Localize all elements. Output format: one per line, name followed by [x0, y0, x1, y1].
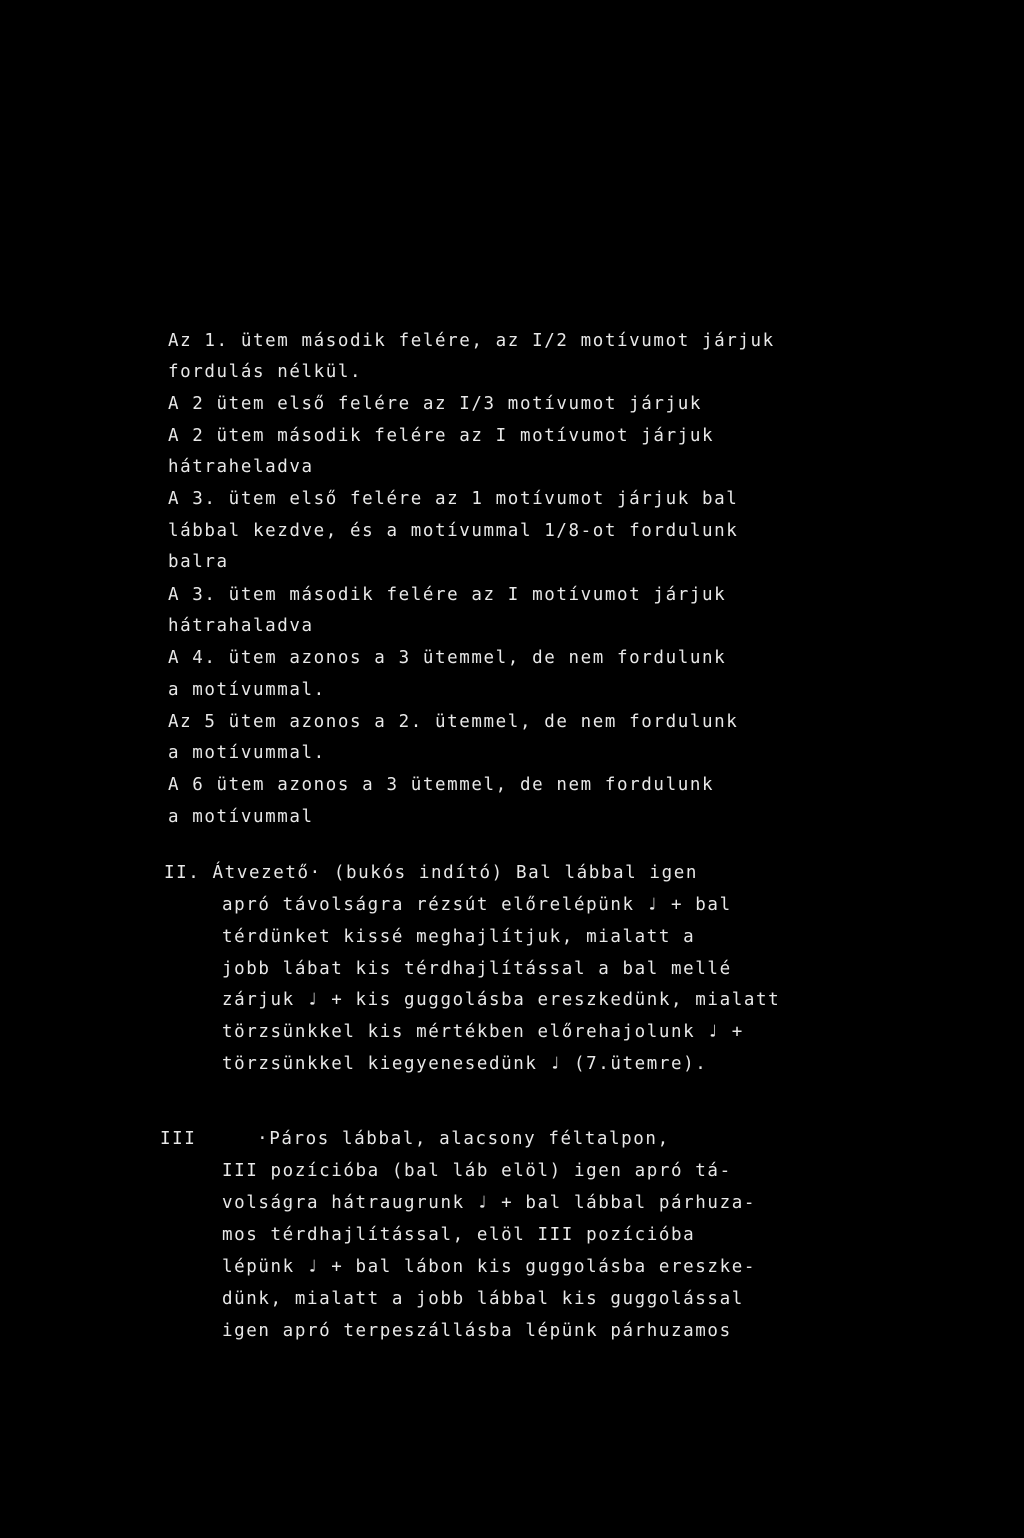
text-line: igen apró terpeszállásba lépünk párhuzamos	[222, 1321, 732, 1341]
text-line: III ·Páros lábbal, alacsony féltalpon,	[160, 1129, 670, 1149]
text-line: volságra hátraugrunk ♩ + bal lábbal párhuza-	[222, 1193, 756, 1213]
text-line: mos térdhajlítással, elöl III pozícióba	[222, 1225, 696, 1245]
text-line: II. Átvezető· (bukós indító) Bal lábbal igen	[164, 863, 698, 883]
text-line: a motívummal.	[168, 680, 326, 700]
text-line: balra	[168, 552, 229, 572]
text-line: a motívummal	[168, 807, 314, 827]
text-line: dünk, mialatt a jobb lábbal kis guggolással	[222, 1289, 744, 1309]
text-line: lépünk ♩ + bal lábon kis guggolásba ereszke-	[222, 1257, 756, 1277]
text-line: fordulás nélkül.	[168, 362, 363, 382]
text-line: A 6 ütem azonos a 3 ütemmel, de nem fordulunk	[168, 775, 715, 795]
text-line: törzsünkkel kis mértékben előrehajolunk ♩ +	[222, 1022, 744, 1042]
text-line: Az 1. ütem második felére, az I/2 motívumot járjuk	[168, 331, 775, 351]
text-line: térdünket kissé meghajlítjuk, mialatt a	[222, 927, 696, 947]
text-line: zárjuk ♩ + kis guggolásba ereszkedünk, mialatt	[222, 990, 781, 1010]
text-line: hátrahaladva	[168, 616, 314, 636]
text-line: jobb lábat kis térdhajlítással a bal mellé	[222, 959, 732, 979]
text-line: a motívummal.	[168, 743, 326, 763]
text-line: Az 5 ütem azonos a 2. ütemmel, de nem fordulunk	[168, 712, 739, 732]
text-line: hátraheladva	[168, 457, 314, 477]
text-line: lábbal kezdve, és a motívummal 1/8-ot fordulunk	[168, 521, 739, 541]
text-line: törzsünkkel kiegyenesedünk ♩ (7.ütemre).	[222, 1054, 708, 1074]
text-line: A 2 ütem első felére az I/3 motívumot járjuk	[168, 394, 702, 414]
text-line: A 3. ütem második felére az I motívumot járjuk	[168, 585, 727, 605]
text-line: apró távolságra rézsút előrelépünk ♩ + bal	[222, 895, 732, 915]
text-line: A 3. ütem első felére az 1 motívumot járjuk bal	[168, 489, 739, 509]
text-line: A 4. ütem azonos a 3 ütemmel, de nem fordulunk	[168, 648, 727, 668]
text-line: A 2 ütem második felére az I motívumot járjuk	[168, 426, 715, 446]
text-line: III pozícióba (bal láb elöl) igen apró tá-	[222, 1161, 732, 1181]
